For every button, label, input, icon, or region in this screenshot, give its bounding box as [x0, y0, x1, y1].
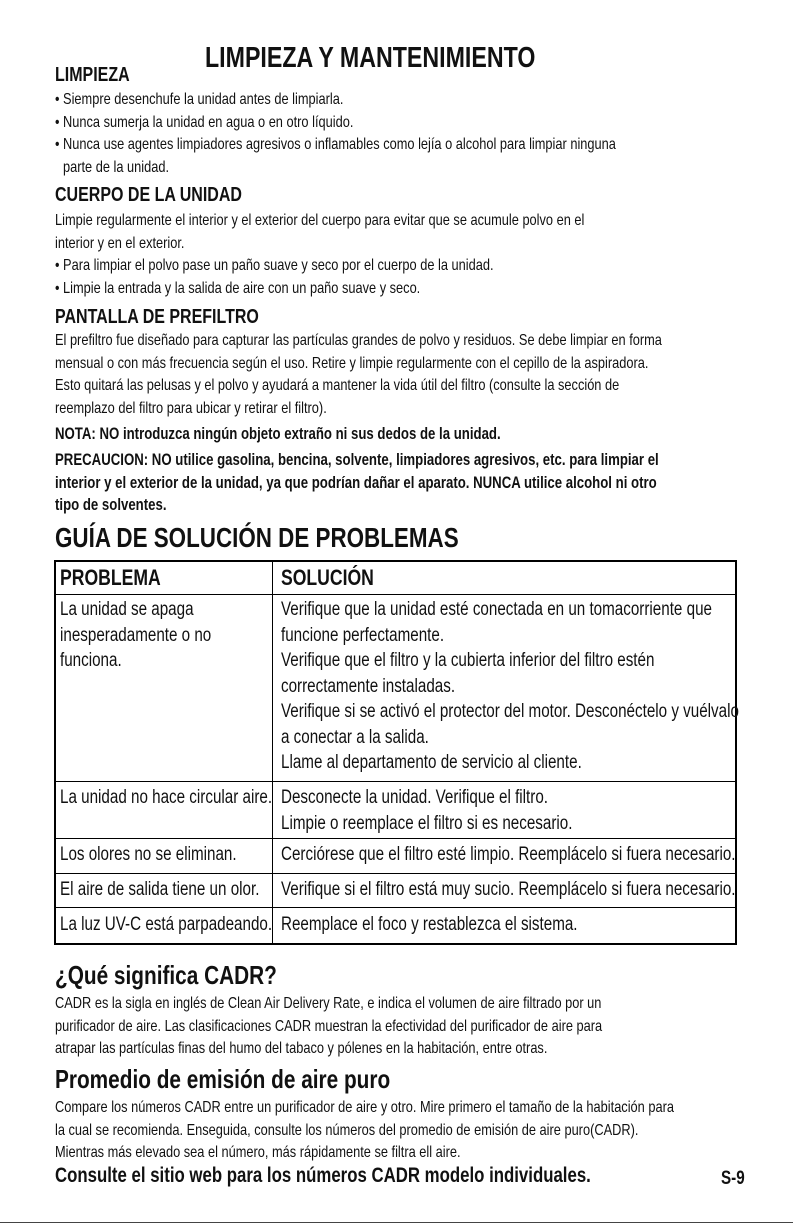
table-header-divider — [54, 594, 737, 595]
cell-line: La unidad no hace circular aire. — [60, 787, 273, 808]
nota-text: NOTA: NO introduzca ningún objeto extraño ni sus dedos de la unidad. — [55, 425, 501, 443]
prefiltro-text — [55, 330, 793, 420]
limpieza-list — [55, 89, 756, 179]
promedio-line: Compare los números CADR entre un purificador de aire y otro. Mire primero el tamaño de la habitación para — [55, 1099, 674, 1116]
promedio-heading: Promedio de emisión de aire puro — [55, 1064, 391, 1094]
limpieza-bullet: • Nunca sumerja la unidad en agua o en otro líquido. — [55, 113, 354, 131]
promedio-line: la cual se recomienda. Enseguida, consulte los números del promedio de emisión de aire puro(CADR). — [55, 1121, 639, 1139]
prefiltro-heading: PANTALLA DE PREFILTRO — [55, 306, 259, 328]
page-title: LIMPIEZA Y MANTENIMIENTO — [205, 42, 536, 74]
cell-line: La unidad se apaga — [60, 599, 194, 620]
cell-line: Verifique si el filtro está muy sucio. Reemplácelo si fuera necesario. — [281, 879, 736, 900]
table-row-divider — [54, 907, 737, 908]
cell-line: correctamente instaladas. — [281, 675, 456, 697]
prefiltro-line: reemplazo del filtro para ubicar y retirar el filtro). — [55, 399, 327, 417]
precaucion-text — [55, 449, 793, 517]
cell-line: La luz UV-C está parpadeando. — [60, 914, 273, 935]
table-border-left — [54, 560, 56, 945]
table-border-bottom — [54, 943, 737, 945]
prefiltro-line: mensual o con más frecuencia según el uso. Retire y limpie regularmente con el cepillo de la aspiradora. — [55, 354, 649, 372]
prefiltro-line: El prefiltro fue diseñado para capturar las partículas grandes de polvo y residuos. Se debe limpiar en forma — [55, 332, 662, 349]
table-cell-solucion — [281, 912, 652, 938]
cell-line: inesperadamente o no — [60, 624, 212, 646]
cuerpo-line: Limpie regularmente el interior y el exterior del cuerpo para evitar que se acumule polvo en el — [55, 212, 585, 229]
cell-line: Verifique si se activó el protector del motor. Desconéctelo y vuélvalo — [281, 701, 739, 722]
cell-line: Verifique que la unidad esté conectada en un tomacorriente que — [281, 599, 712, 620]
bottom-rule — [0, 1222, 793, 1223]
cadr-line: CADR es la sigla en inglés de Clean Air Delivery Rate, e indica el volumen de aire filtrado por un — [55, 995, 602, 1012]
guia-heading: GUÍA DE SOLUCIÓN DE PROBLEMAS — [55, 522, 459, 553]
cell-line: Llame al departamento de servicio al cliente. — [281, 752, 582, 773]
cuerpo-text — [55, 210, 717, 300]
consulte-note: Consulte el sitio web para los números CADR modelo individuales. — [55, 1164, 591, 1187]
cell-line: Verifique que el filtro y la cubierta inferior del filtro estén — [281, 650, 655, 671]
page-number: S-9 — [721, 1168, 745, 1189]
table-cell-solucion — [281, 842, 793, 868]
limpieza-bullet-cont: parte de la unidad. — [63, 158, 170, 176]
cadr-heading: ¿Qué significa CADR? — [55, 960, 277, 990]
cadr-line: purificador de aire. Las clasificaciones CADR muestran la efectividad del purificador de aire para — [55, 1017, 603, 1035]
cell-line: funciona. — [60, 650, 122, 671]
cell-line: Desconecte la unidad. Verifique el filtro. — [281, 787, 549, 808]
cuerpo-heading: CUERPO DE LA UNIDAD — [55, 184, 242, 206]
table-border-top — [54, 560, 737, 562]
cadr-text — [55, 993, 739, 1061]
table-row-divider — [54, 838, 737, 839]
cell-line: Reemplace el foco y restablezca el sistema. — [281, 914, 578, 935]
limpieza-bullet: • Siempre desenchufe la unidad antes de limpiarla. — [55, 91, 344, 108]
limpieza-bullet: • Nunca use agentes limpiadores agresivos o inflamables como lejía o alcohol para limpiar ninguna — [55, 136, 616, 153]
cell-line: funcione perfectamente. — [281, 624, 445, 646]
table-cell-solucion — [281, 785, 645, 836]
prefiltro-line: Esto quitará las pelusas y el polvo y ayudará a mantener la vida útil del filtro (consulte la sección de — [55, 377, 620, 394]
column-header-problema: PROBLEMA — [60, 565, 161, 590]
table-row-divider — [54, 873, 737, 874]
cuerpo-line: interior y en el exterior. — [55, 234, 185, 252]
cell-line: Limpie o reemplace el filtro si es necesario. — [281, 812, 573, 834]
table-cell-problema — [60, 597, 249, 674]
cuerpo-bullet: • Limpie la entrada y la salida de aire con un paño suave y seco. — [55, 279, 421, 297]
cell-line: a conectar a la salida. — [281, 726, 429, 748]
column-header-solucion: SOLUCIÓN — [281, 565, 374, 590]
table-cell-problema — [60, 842, 281, 868]
precaucion-line: tipo de solventes. — [55, 496, 167, 514]
precaucion-line: interior y el exterior de la unidad, ya que podrían dañar el aparato. NUNCA utilice alcohol ni otro — [55, 473, 657, 492]
table-cell-problema — [60, 877, 309, 903]
cell-line: Cerciórese que el filtro esté limpio. Reemplácelo si fuera necesario. — [281, 844, 736, 865]
table-row-divider — [54, 781, 737, 782]
limpieza-heading: LIMPIEZA — [55, 64, 130, 86]
cell-line: Los olores no se eliminan. — [60, 844, 237, 865]
table-cell-solucion — [281, 877, 793, 903]
promedio-text — [55, 1097, 793, 1165]
promedio-line: Mientras más elevado sea el número, más rápidamente se filtra ell aire. — [55, 1144, 461, 1161]
cadr-line: atrapar las partículas finas del humo del tabaco y pólenes en la habitación, entre otras. — [55, 1040, 548, 1057]
table-cell-solucion — [281, 597, 793, 776]
cuerpo-bullet: • Para limpiar el polvo pase un paño suave y seco por el cuerpo de la unidad. — [55, 257, 494, 274]
precaucion-line: PRECAUCION: NO utilice gasolina, bencina, solvente, limpiadores agresivos, etc. para limpiar el — [55, 451, 659, 469]
cell-line: El aire de salida tiene un olor. — [60, 879, 260, 900]
